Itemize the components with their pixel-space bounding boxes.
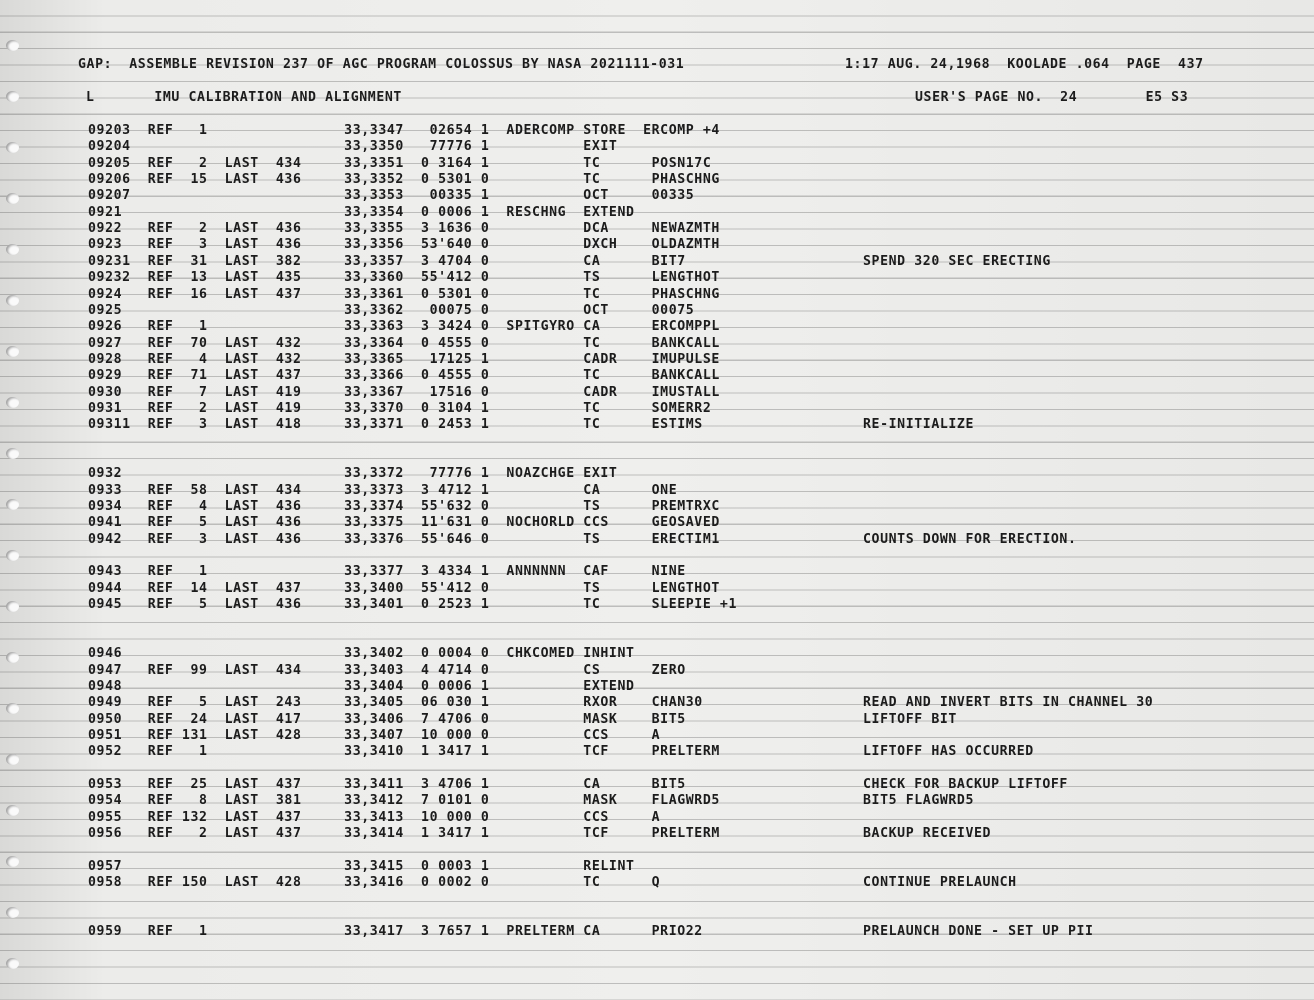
- listing-line: 0951 REF 131 LAST 428 33,3407 10 000 0 CCS A: [88, 727, 661, 743]
- listing-line: 09311 REF 3 LAST 418 33,3371 0 2453 1 TC ESTIMS: [88, 417, 703, 433]
- feed-hole: [6, 346, 19, 357]
- feed-hole: [6, 193, 19, 204]
- listing-line: 0933 REF 58 LAST 434 33,3373 3 4712 1 CA ONE: [88, 482, 678, 498]
- listing-comment: LIFTOFF HAS OCCURRED: [863, 744, 1034, 760]
- feed-hole: [6, 397, 19, 408]
- feed-hole: [6, 448, 19, 459]
- listing-line: 0955 REF 132 LAST 437 33,3413 10 000 0 CCS A: [88, 809, 661, 825]
- feed-hole: [6, 550, 19, 561]
- listing-line: 0941 REF 5 LAST 436 33,3375 11'631 0 NOCHORLD CCS GEOSAVED: [88, 515, 720, 531]
- listing-line: 0931 REF 2 LAST 419 33,3370 0 3104 1 TC SOMERR2: [88, 400, 712, 416]
- listing-line: 0942 REF 3 LAST 436 33,3376 55'646 0 TS ERECTIM1: [88, 531, 720, 547]
- listing-line: 0925 33,3362 00075 0 OCT 00075: [88, 302, 695, 318]
- listing-line: 09206 REF 15 LAST 436 33,3352 0 5301 0 TC PHASCHNG: [88, 172, 720, 188]
- listing-line: 0954 REF 8 LAST 381 33,3412 7 0101 0 MASK FLAGWRD5: [88, 793, 720, 809]
- listing-comment: CHECK FOR BACKUP LIFTOFF: [863, 777, 1068, 792]
- feed-hole: [6, 40, 19, 51]
- listing-line: 0934 REF 4 LAST 436 33,3374 55'632 0 TS PREMTRXC: [88, 499, 720, 515]
- listing-line: 0953 REF 25 LAST 437 33,3411 3 4706 1 CA BIT5: [88, 777, 686, 792]
- listing-line: 0930 REF 7 LAST 419 33,3367 17516 0 CADR IMUSTALL: [88, 384, 720, 400]
- listing-line: 0927 REF 70 LAST 432 33,3364 0 4555 0 TC BANKCALL: [88, 335, 720, 351]
- listing-line: 0958 REF 150 LAST 428 33,3416 0 0002 0 TC Q: [88, 875, 661, 891]
- listing-line: 09203 REF 1 33,3347 02654 1 ADERCOMP STORE ERCOMP +4: [88, 123, 720, 138]
- listing-line: 0922 REF 2 LAST 436 33,3355 3 1636 0 DCA NEWAZMTH: [88, 221, 720, 237]
- feed-hole: [6, 703, 19, 714]
- feed-hole: [6, 295, 19, 306]
- listing-line: 0950 REF 24 LAST 417 33,3406 7 4706 0 MASK BIT5: [88, 711, 686, 727]
- feed-hole: [6, 499, 19, 510]
- listing-comment: READ AND INVERT BITS IN CHANNEL 30: [863, 695, 1154, 711]
- feed-hole: [6, 907, 19, 918]
- listing-line: 0928 REF 4 LAST 432 33,3365 17125 1 CADR IMUPULSE: [88, 351, 720, 367]
- listing-line: 09207 33,3353 00335 1 OCT 00335: [88, 188, 695, 204]
- listing-comment: LIFTOFF BIT: [863, 711, 957, 727]
- listing-line: 0946 33,3402 0 0004 0 CHKCOMED INHINT: [88, 646, 635, 662]
- listing-line: 0923 REF 3 LAST 436 33,3356 53'640 0 DXCH OLDAZMTH: [88, 237, 720, 253]
- listing-line: 09232 REF 13 LAST 435 33,3360 55'412 0 TS LENGTHOT: [88, 270, 720, 286]
- listing-comment: BIT5 FLAGWRD5: [863, 793, 975, 809]
- listing-line: 09205 REF 2 LAST 434 33,3351 0 3164 1 TC POSN17C: [88, 155, 712, 171]
- listing-comment: COUNTS DOWN FOR ERECTION.: [863, 531, 1077, 547]
- listing-line: 09204 33,3350 77776 1 EXIT: [88, 139, 618, 155]
- listing-line: 0945 REF 5 LAST 436 33,3401 0 2523 1 TC SLEEPIE +1: [88, 597, 738, 613]
- listing-line: 0947 REF 99 LAST 434 33,3403 4 4714 0 CS ZERO: [88, 662, 686, 678]
- feed-hole: [6, 958, 19, 969]
- listing-line: 0959 REF 1 33,3417 3 7657 1 PRELTERM CA PRIO22: [88, 924, 703, 940]
- feed-hole: [6, 805, 19, 816]
- feed-hole: [6, 601, 19, 612]
- feed-hole: [6, 244, 19, 255]
- listing-line: 0926 REF 1 33,3363 3 3424 0 SPITGYRO CA ERCOMPPL: [88, 319, 720, 335]
- listing-line: 09231 REF 31 LAST 382 33,3357 3 4704 0 CA BIT7: [88, 253, 686, 269]
- listing-comment: RE-INITIALIZE: [863, 417, 975, 433]
- listing-line: 0956 REF 2 LAST 437 33,3414 1 3417 1 TCF PRELTERM: [88, 826, 720, 842]
- listing-comment: CONTINUE PRELAUNCH: [863, 875, 1017, 891]
- feed-hole: [6, 91, 19, 102]
- listing-line: 0929 REF 71 LAST 437 33,3366 0 4555 0 TC BANKCALL: [88, 368, 720, 384]
- listing-comment: BACKUP RECEIVED: [863, 826, 992, 842]
- feed-hole: [6, 754, 19, 765]
- listing-line: 0948 33,3404 0 0006 1 EXTEND: [88, 678, 635, 694]
- feed-hole: [6, 856, 19, 867]
- listing-line: 0921 33,3354 0 0006 1 RESCHNG EXTEND: [88, 204, 635, 220]
- header-title: GAP: ASSEMBLE REVISION 237 OF AGC PROGRAM COLOSSUS BY NASA 2021111-031: [78, 57, 685, 72]
- listing-line: 0944 REF 14 LAST 437 33,3400 55'412 0 TS LENGTHOT: [88, 580, 720, 596]
- feed-hole: [6, 142, 19, 153]
- listing-comment: SPEND 320 SEC ERECTING: [863, 253, 1051, 269]
- listing-line: 0957 33,3415 0 0003 1 RELINT: [88, 858, 635, 874]
- listing-line: 0932 33,3372 77776 1 NOAZCHGE EXIT: [88, 466, 618, 482]
- listing-line: 0949 REF 5 LAST 243 33,3405 06 030 1 RXOR CHAN30: [88, 695, 703, 711]
- listing-line: 0943 REF 1 33,3377 3 4334 1 ANNNNNN CAF NINE: [88, 564, 686, 580]
- section-title: L IMU CALIBRATION AND ALIGNMENT: [86, 90, 402, 105]
- listing-line: 0952 REF 1 33,3410 1 3417 1 TCF PRELTERM: [88, 744, 720, 760]
- listing-comment: PRELAUNCH DONE - SET UP PII: [863, 924, 1094, 940]
- feed-hole: [6, 652, 19, 663]
- listing-line: 0924 REF 16 LAST 437 33,3361 0 5301 0 TC PHASCHNG: [88, 286, 720, 302]
- header-date-page: 1:17 AUG. 24,1968 KOOLADE .064 PAGE 437: [845, 57, 1204, 72]
- users-page-number: USER'S PAGE NO. 24 E5 S3: [915, 90, 1189, 105]
